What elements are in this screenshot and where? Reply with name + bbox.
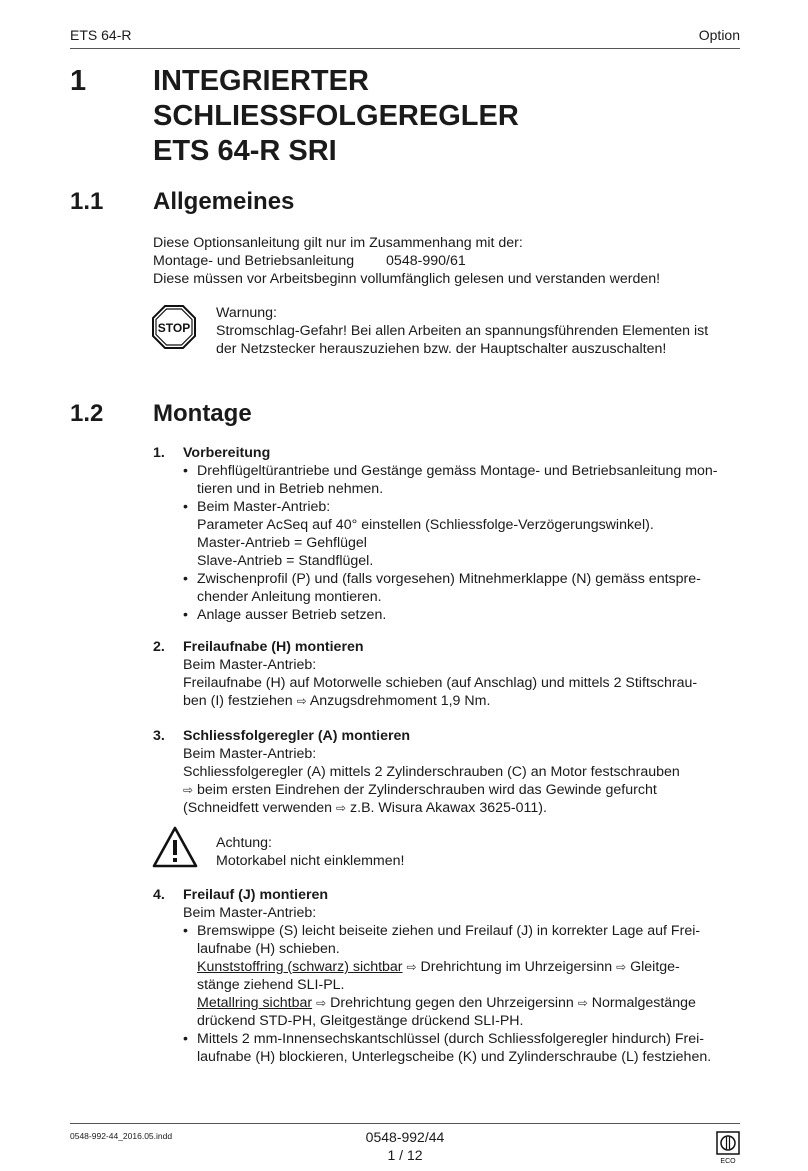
list-item: • Beim Master-Antrieb: Parameter AcSeq auf 40° einstellen (Schliessfolge-Verzögerungswinkel). Master-Antrieb = Gehflügel Slave-Antrieb = Standflügel. xyxy=(183,498,743,570)
step-1-block xyxy=(183,444,743,624)
step-2-block xyxy=(183,638,743,710)
step-text xyxy=(183,799,743,817)
step-text-part: Gleitge- xyxy=(630,959,680,975)
header-right: Option xyxy=(698,27,740,43)
step-text-part: z.B. Wisura Akawax 3625-011). xyxy=(350,800,547,816)
header-rule xyxy=(70,48,740,49)
list-item: • Bremswippe (S) leicht beiseite ziehen und Freilauf (J) in korrekter Lage auf Frei- laufnabe (H) schieben. Kunststoffring (schwarz) sichtbar ⇨ Drehrichtung im Uhrzeigersinn ⇨ Gleitge- stänge ziehend SLI-PL. Metallring sichtbar ⇨ Drehrichtung gegen den Uhrzeigersinn ⇨ Normalgestänge drückend STD-PH, Gleitgestänge drückend SLI-PH. xyxy=(183,922,743,1030)
list-item-text: chender Anleitung montieren. xyxy=(197,589,382,605)
chapter-number: 1 xyxy=(70,65,87,97)
list-item-text: Parameter AcSeq auf 40° einstellen (Schliessfolge-Verzögerungswinkel). xyxy=(197,517,654,533)
list-item: • Anlage ausser Betrieb setzen. xyxy=(183,606,743,624)
chapter-title-line: SCHLIESSFOLGEREGLER xyxy=(153,100,519,132)
arrow-right-icon: ⇨ xyxy=(296,694,307,708)
section-number: 1.2 xyxy=(70,400,104,427)
section-title: Allgemeines xyxy=(153,188,295,215)
list-item-text: Beim Master-Antrieb: xyxy=(197,499,331,515)
manual-label: Montage- und Betriebsanleitung xyxy=(153,253,355,269)
step-text-part: Anzugsdrehmoment 1,9 Nm. xyxy=(309,693,491,709)
list-item-text: tieren und in Betrieb nehmen. xyxy=(197,481,384,497)
stop-sign-text: STOP xyxy=(157,321,191,335)
list-item: • Zwischenprofil (P) und (falls vorgesehen) Mitnehmerklappe (N) gemäss entspre- chender Anleitung montieren. xyxy=(183,570,743,606)
section-number: 1.1 xyxy=(70,188,104,215)
chapter-title-line: ETS 64-R SRI xyxy=(153,135,337,167)
list-item-text: laufnabe (H) blockieren, Unterlegscheibe (K) und Zylinderschraube (L) festziehen. xyxy=(197,1049,712,1065)
chapter-title xyxy=(153,64,519,169)
step-title: Freilauf (J) montieren xyxy=(183,887,329,903)
warning-text: Stromschlag-Gefahr! Bei allen Arbeiten an spannungsführenden Elementen ist xyxy=(216,323,709,339)
step-title: Vorbereitung xyxy=(183,445,271,461)
step-text-part: beim ersten Eindrehen der Zylinderschrauben wird das Gewinde gefurcht xyxy=(197,782,657,798)
step-number: 3. xyxy=(153,728,165,744)
step-title: Schliessfolgeregler (A) montieren xyxy=(183,728,411,744)
list-item: • Drehflügeltürantriebe und Gestänge gemäss Montage- und Betriebsanleitung mon- tieren und in Betrieb nehmen. xyxy=(183,462,743,498)
intro-line: Diese müssen vor Arbeitsbeginn vollumfänglich gelesen und verstanden werden! xyxy=(153,271,661,287)
footer-filename: 0548-992-44_2016.05.indd xyxy=(70,1131,173,1141)
arrow-right-icon: ⇨ xyxy=(406,960,417,974)
manual-number: 0548-990/61 xyxy=(386,253,466,269)
underlined-condition: Metallring sichtbar xyxy=(197,995,313,1011)
list-item-text: Anlage ausser Betrieb setzen. xyxy=(197,607,387,623)
warning-triangle-icon xyxy=(152,826,198,868)
list-item-text: Slave-Antrieb = Standflügel. xyxy=(197,553,374,569)
step-4-block xyxy=(183,886,743,1066)
step-text: Beim Master-Antrieb: xyxy=(183,657,317,673)
list-item-text: Zwischenprofil (P) und (falls vorgesehen) Mitnehmerklappe (N) gemäss entspre- xyxy=(197,571,701,587)
eco-logo-icon xyxy=(716,1131,740,1165)
step-text-part: Normalgestänge xyxy=(591,995,696,1011)
footer-rule xyxy=(70,1123,740,1124)
step-text: Beim Master-Antrieb: xyxy=(183,905,317,921)
step-text: Beim Master-Antrieb: xyxy=(183,746,317,762)
list-item-text xyxy=(197,958,743,976)
step-text-part: Drehrichtung im Uhrzeigersinn xyxy=(420,959,613,975)
list-item-text: drückend STD-PH, Gleitgestänge drückend SLI-PH. xyxy=(197,1013,524,1029)
intro-block xyxy=(153,234,743,288)
arrow-right-icon: ⇨ xyxy=(183,783,194,797)
step-text-part: Drehrichtung gegen den Uhrzeigersinn xyxy=(330,995,574,1011)
list-item-text: Bremswippe (S) leicht beiseite ziehen und Freilauf (J) in korrekter Lage auf Frei- xyxy=(197,923,701,939)
list-item-text: stänge ziehend SLI-PL. xyxy=(197,977,345,993)
step-3-block xyxy=(183,727,743,817)
chapter-title-line: INTEGRIERTER xyxy=(153,65,369,97)
eco-logo-text: ECO xyxy=(720,1158,736,1165)
stop-sign-icon xyxy=(152,305,196,349)
step-number: 4. xyxy=(153,887,165,903)
manual-reference xyxy=(153,252,743,270)
step-number: 1. xyxy=(153,445,165,461)
caution-block xyxy=(216,834,616,870)
step-title: Freilaufnabe (H) montieren xyxy=(183,639,364,655)
step-text-part: ben (I) festziehen xyxy=(183,693,293,709)
underlined-condition: Kunststoffring (schwarz) sichtbar xyxy=(197,959,403,975)
step-text: Schliessfolgeregler (A) mittels 2 Zylinderschrauben (C) an Motor festschrauben xyxy=(183,764,680,780)
step-number: 2. xyxy=(153,639,165,655)
arrow-right-icon: ⇨ xyxy=(316,996,327,1010)
step-text xyxy=(183,692,743,710)
section-title: Montage xyxy=(153,400,252,427)
caution-label: Achtung: xyxy=(216,835,273,851)
warning-text: der Netzstecker herauszuziehen bzw. der Hauptschalter auszuschalten! xyxy=(216,341,667,357)
header-left: ETS 64-R xyxy=(70,27,132,43)
list-item-text xyxy=(197,994,743,1012)
intro-line: Diese Optionsanleitung gilt nur im Zusammenhang mit der: xyxy=(153,235,523,251)
list-item-text: laufnabe (H) schieben. xyxy=(197,941,340,957)
step-text-part: (Schneidfett verwenden xyxy=(183,800,333,816)
warning-block xyxy=(216,304,746,358)
arrow-right-icon: ⇨ xyxy=(336,801,347,815)
arrow-right-icon: ⇨ xyxy=(577,996,588,1010)
list-item-text: Drehflügeltürantriebe und Gestänge gemäss Montage- und Betriebsanleitung mon- xyxy=(197,463,718,479)
warning-label: Warnung: xyxy=(216,305,277,321)
step-text xyxy=(183,781,743,799)
footer-page-number: 1 / 12 xyxy=(387,1147,423,1163)
step-text: Freilaufnabe (H) auf Motorwelle schieben (auf Anschlag) und mittels 2 Stiftschrau- xyxy=(183,675,698,691)
list-item-text: Master-Antrieb = Gehflügel xyxy=(197,535,367,551)
arrow-right-icon: ⇨ xyxy=(616,960,627,974)
caution-text: Motorkabel nicht einklemmen! xyxy=(216,853,405,869)
list-item-text: Mittels 2 mm-Innensechskantschlüssel (durch Schliessfolgeregler hindurch) Frei- xyxy=(197,1031,705,1047)
list-item: • Mittels 2 mm-Innensechskantschlüssel (durch Schliessfolgeregler hindurch) Frei- laufnabe (H) blockieren, Unterlegscheibe (K) und Zylinderschraube (L) festziehen. xyxy=(183,1030,743,1066)
footer-doc-number: 0548-992/44 xyxy=(365,1129,445,1145)
